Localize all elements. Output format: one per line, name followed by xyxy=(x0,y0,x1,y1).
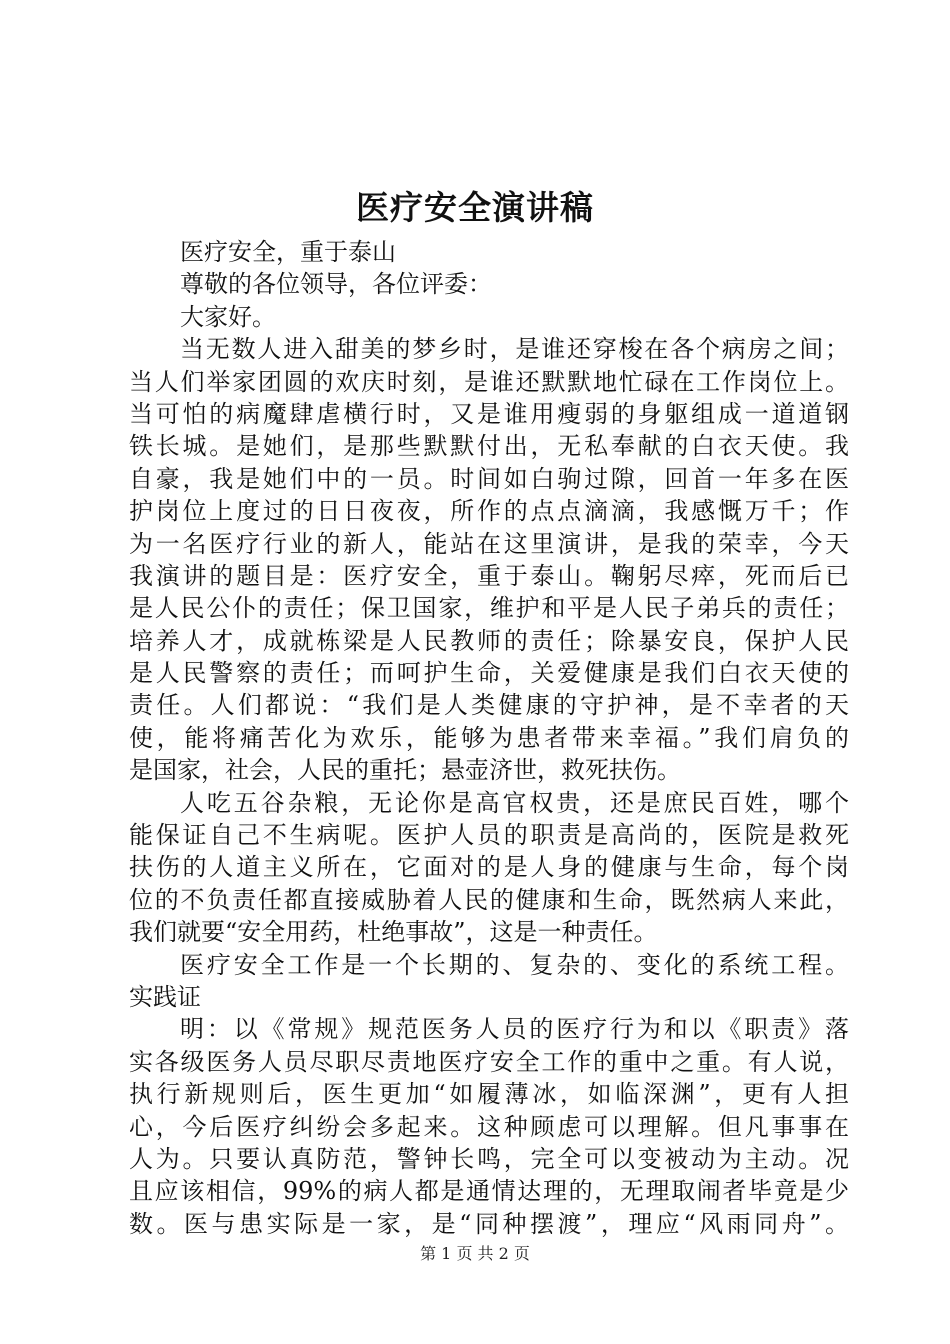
text-line: 尊敬的各位领导，各位评委： xyxy=(180,270,492,299)
document-body xyxy=(129,236,849,1240)
text-line: 实各级医务人员尽职尽责地医疗安全工作的重中之重。有人说， xyxy=(129,1047,849,1076)
text-line: 是国家，社会，人民的重托；悬壶济世，救死扶伤。 xyxy=(129,756,681,785)
text-line: 当人们举家团圆的欢庆时刻，是谁还默默地忙碌在工作岗位上。 xyxy=(129,367,849,396)
text-line: 我演讲的题目是：医疗安全，重于泰山。鞠躬尽瘁，死而后已 xyxy=(129,561,849,590)
text-line: 医疗安全工作是一个长期的、复杂的、变化的系统工程。 xyxy=(180,950,849,979)
text-line: 且应该相信，99%的病人都是通情达理的，无理取闹者毕竟是少 xyxy=(129,1177,849,1206)
text-line: 责任。人们都说：“我们是人类健康的守护神，是不幸者的天 xyxy=(129,691,849,720)
text-line: 人为。只要认真防范，警钟长鸣，完全可以变被动为主动。况 xyxy=(129,1144,849,1173)
text-line: 为一名医疗行业的新人，能站在这里演讲，是我的荣幸，今天 xyxy=(129,529,849,558)
text-line: 当可怕的病魔肆虐横行时，又是谁用瘦弱的身躯组成一道道钢 xyxy=(129,399,849,428)
text-line: 明：以《常规》规范医务人员的医疗行为和以《职责》落 xyxy=(180,1015,849,1044)
text-line: 位的不负责任都直接威胁着人民的健康和生命，既然病人来此， xyxy=(129,885,849,914)
text-line: 扶伤的人道主义所在，它面对的是人身的健康与生命，每个岗 xyxy=(129,853,849,882)
text-line: 数。医与患实际是一家，是“同种摆渡”，理应“风雨同舟”。 xyxy=(129,1209,849,1238)
text-line: 实践证 xyxy=(129,982,201,1011)
text-line: 护岗位上度过的日日夜夜，所作的点点滴滴，我感慨万千；作 xyxy=(129,497,849,526)
text-line: 心，今后医疗纠纷会多起来。这种顾虑可以理解。但凡事事在 xyxy=(129,1112,849,1141)
text-line: 我们就要“安全用药，杜绝事故”，这是一种责任。 xyxy=(129,918,658,947)
text-line: 自豪，我是她们中的一员。时间如白驹过隙，回首一年多在医 xyxy=(129,464,849,493)
document-title: 医疗安全演讲稿 xyxy=(356,188,594,227)
text-line: 人吃五谷杂粮，无论你是高官权贵，还是庶民百姓，哪个 xyxy=(180,788,849,817)
text-line: 当无数人进入甜美的梦乡时，是谁还穿梭在各个病房之间； xyxy=(180,335,849,364)
text-line: 使，能将痛苦化为欢乐，能够为患者带来幸福。”我们肩负的 xyxy=(129,723,849,752)
text-line: 是人民警察的责任；而呵护生命，关爱健康是我们白衣天使的 xyxy=(129,659,849,688)
text-line: 医疗安全，重于泰山 xyxy=(180,238,396,266)
page-footer: 第 1 页 共 2 页 xyxy=(420,1244,530,1263)
text-line: 执行新规则后，医生更加“如履薄冰，如临深渊”，更有人担 xyxy=(129,1080,849,1109)
text-line: 铁长城。是她们，是那些默默付出，无私奉献的白衣天使。我 xyxy=(129,432,849,461)
text-line: 培养人才，成就栋梁是人民教师的责任；除暴安良，保护人民 xyxy=(129,626,849,655)
text-line: 大家好。 xyxy=(180,302,276,331)
text-line: 是人民公仆的责任；保卫国家，维护和平是人民子弟兵的责任； xyxy=(129,594,849,623)
text-line: 能保证自己不生病呢。医护人员的职责是高尚的，医院是救死 xyxy=(129,821,849,850)
